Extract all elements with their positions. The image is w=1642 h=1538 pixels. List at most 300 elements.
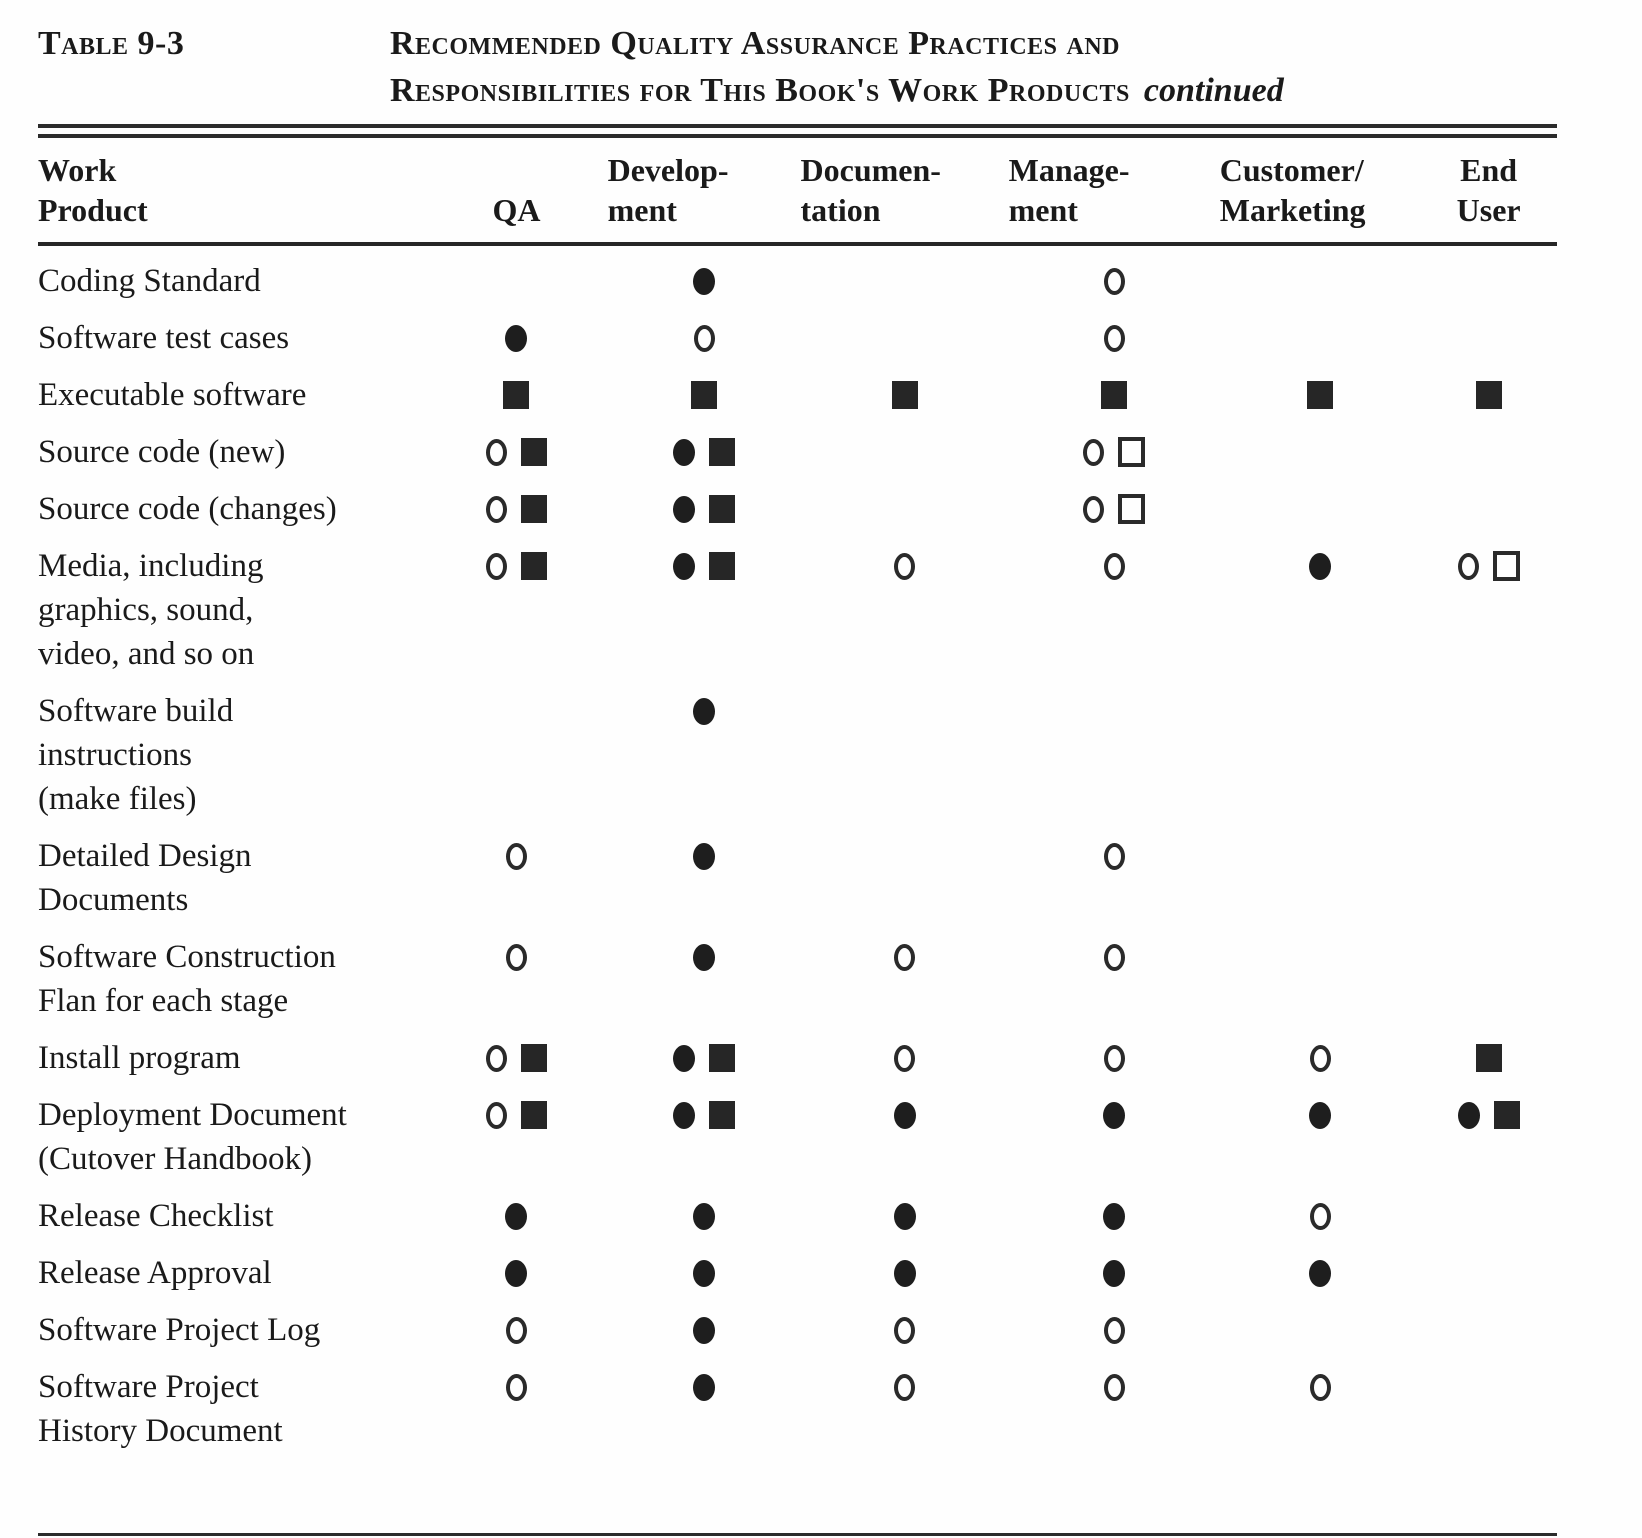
- table-row: [38, 531, 1557, 676]
- work-product-label: [38, 821, 425, 922]
- cell-customer_marketing: [1220, 922, 1421, 1023]
- symbol-group: [801, 1251, 1009, 1295]
- cell-customer_marketing: [1220, 821, 1421, 922]
- work-product-label-line: Source code (new): [38, 434, 286, 470]
- work-product-label: [38, 531, 425, 676]
- filled-square-icon: [709, 1044, 735, 1072]
- open-circle-icon: [506, 1317, 527, 1344]
- filled-circle-icon: [693, 1317, 715, 1344]
- cell-development: [608, 1352, 801, 1535]
- work-product-label-line: Release Approval: [38, 1255, 272, 1291]
- open-circle-icon: [1458, 553, 1479, 580]
- work-product-label-line: (make files): [38, 781, 197, 817]
- cell-documentation: [801, 417, 1009, 474]
- symbol-group: [608, 544, 801, 588]
- filled-square-icon: [1476, 381, 1502, 409]
- column-header-line: Product: [38, 192, 148, 228]
- cell-management: [1009, 1295, 1220, 1352]
- table-row: [38, 244, 1557, 303]
- work-product-label-line: instructions: [38, 737, 192, 773]
- work-product-label-line: Detailed Design: [38, 838, 252, 874]
- symbol-group: [1009, 1194, 1220, 1238]
- table-row: [38, 676, 1557, 821]
- symbol-group: [801, 935, 1009, 979]
- cell-management: [1009, 360, 1220, 417]
- symbol-group: [1220, 373, 1421, 417]
- symbol-group: [425, 935, 607, 979]
- open-circle-icon: [1104, 1317, 1125, 1344]
- symbol-group: [1220, 1194, 1421, 1238]
- cell-management: [1009, 1181, 1220, 1238]
- work-product-label-line: Media, including: [38, 548, 264, 584]
- symbol-group: [1420, 487, 1557, 531]
- symbol-group: [608, 1093, 801, 1137]
- column-header-customer_marketing: [1220, 138, 1421, 244]
- cell-qa: [425, 303, 607, 360]
- cell-customer_marketing: [1220, 1023, 1421, 1080]
- cell-documentation: [801, 922, 1009, 1023]
- cell-development: [608, 1238, 801, 1295]
- column-header-line: Marketing: [1219, 192, 1366, 228]
- table-title: [390, 20, 1284, 114]
- filled-square-icon: [709, 552, 735, 580]
- symbol-group: [425, 373, 607, 417]
- filled-circle-icon: [673, 439, 695, 466]
- open-square-icon: [1118, 437, 1145, 467]
- column-header-development: [608, 138, 801, 244]
- symbol-group: [608, 430, 801, 474]
- filled-square-icon: [1307, 381, 1333, 409]
- cell-qa: [425, 1023, 607, 1080]
- column-header-management: [1009, 138, 1220, 244]
- symbol-group: [1220, 834, 1421, 878]
- column-header-line: Work: [38, 152, 117, 188]
- filled-circle-icon: [505, 1260, 527, 1287]
- symbol-group: [1220, 316, 1421, 360]
- cell-qa: [425, 1080, 607, 1181]
- symbol-group: [608, 316, 801, 360]
- filled-square-icon: [709, 1101, 735, 1129]
- filled-circle-icon: [1103, 1260, 1125, 1287]
- column-header-line: QA: [492, 192, 541, 228]
- cell-development: [608, 474, 801, 531]
- symbol-group: [425, 430, 607, 474]
- cell-documentation: [801, 676, 1009, 821]
- cell-customer_marketing: [1220, 531, 1421, 676]
- open-circle-icon: [486, 553, 507, 580]
- cell-documentation: [801, 1295, 1009, 1352]
- symbol-group: [801, 487, 1009, 531]
- column-header-line: Manage-: [1008, 152, 1130, 188]
- cell-development: [608, 1080, 801, 1181]
- cell-customer_marketing: [1220, 474, 1421, 531]
- open-circle-icon: [486, 439, 507, 466]
- cell-documentation: [801, 360, 1009, 417]
- symbol-group: [1220, 544, 1421, 588]
- work-product-label-line: Coding Standard: [38, 263, 261, 299]
- open-square-icon: [1493, 551, 1520, 581]
- symbol-group: [1420, 1308, 1557, 1352]
- cell-development: [608, 676, 801, 821]
- filled-square-icon: [521, 1044, 547, 1072]
- open-circle-icon: [1104, 843, 1125, 870]
- cell-end_user: [1420, 474, 1557, 531]
- cell-qa: [425, 922, 607, 1023]
- symbol-group: [425, 834, 607, 878]
- column-header-line: [425, 150, 607, 190]
- filled-square-icon: [521, 495, 547, 523]
- column-header-documentation: [801, 138, 1009, 244]
- open-circle-icon: [894, 944, 915, 971]
- cell-management: [1009, 922, 1220, 1023]
- filled-circle-icon: [894, 1203, 916, 1230]
- filled-square-icon: [1476, 1044, 1502, 1072]
- table-row: [38, 417, 1557, 474]
- symbol-group: [1009, 316, 1220, 360]
- column-header-end_user: [1420, 138, 1557, 244]
- symbol-group: [608, 259, 801, 303]
- symbol-group: [608, 487, 801, 531]
- column-header-line: ment: [1008, 192, 1078, 228]
- cell-documentation: [801, 1238, 1009, 1295]
- symbol-group: [1009, 373, 1220, 417]
- column-header-line: tation: [800, 192, 881, 228]
- cell-customer_marketing: [1220, 676, 1421, 821]
- work-product-label-line: Release Checklist: [38, 1198, 274, 1234]
- cell-development: [608, 531, 801, 676]
- filled-circle-icon: [894, 1102, 916, 1129]
- filled-circle-icon: [1309, 1102, 1331, 1129]
- symbol-group: [1220, 689, 1421, 733]
- symbol-group: [801, 689, 1009, 733]
- table-row: [38, 303, 1557, 360]
- cell-documentation: [801, 1023, 1009, 1080]
- continued-label: continued: [1143, 72, 1284, 109]
- work-product-label: [38, 303, 425, 360]
- cell-qa: [425, 1295, 607, 1352]
- symbol-group: [1220, 1036, 1421, 1080]
- open-circle-icon: [894, 553, 915, 580]
- work-product-label: [38, 1080, 425, 1181]
- table-row: [38, 821, 1557, 922]
- filled-circle-icon: [693, 1203, 715, 1230]
- cell-management: [1009, 676, 1220, 821]
- open-circle-icon: [1104, 268, 1125, 295]
- filled-circle-icon: [673, 1045, 695, 1072]
- symbol-group: [801, 316, 1009, 360]
- cell-documentation: [801, 474, 1009, 531]
- symbol-group: [425, 544, 607, 588]
- symbol-group: [1009, 1093, 1220, 1137]
- work-product-label-line: (Cutover Handbook): [38, 1141, 313, 1177]
- filled-circle-icon: [1309, 1260, 1331, 1287]
- work-product-label-line: Software Project: [38, 1369, 259, 1405]
- open-circle-icon: [486, 496, 507, 523]
- symbol-group: [1420, 259, 1557, 303]
- symbol-group: [801, 430, 1009, 474]
- open-circle-icon: [1104, 1045, 1125, 1072]
- filled-circle-icon: [673, 496, 695, 523]
- symbol-group: [1420, 935, 1557, 979]
- table-row: [38, 1080, 1557, 1181]
- symbol-group: [1420, 430, 1557, 474]
- filled-circle-icon: [693, 1260, 715, 1287]
- open-circle-icon: [506, 944, 527, 971]
- cell-customer_marketing: [1220, 303, 1421, 360]
- cell-development: [608, 1295, 801, 1352]
- cell-management: [1009, 303, 1220, 360]
- symbol-group: [608, 1365, 801, 1409]
- cell-qa: [425, 244, 607, 303]
- cell-qa: [425, 360, 607, 417]
- symbol-group: [1220, 1251, 1421, 1295]
- work-product-label-line: graphics, sound,: [38, 592, 254, 628]
- table-title-line-2-text: Responsibilities for This Book's Work Products: [390, 72, 1130, 109]
- cell-end_user: [1420, 244, 1557, 303]
- cell-end_user: [1420, 821, 1557, 922]
- cell-qa: [425, 1238, 607, 1295]
- cell-customer_marketing: [1220, 417, 1421, 474]
- symbol-group: [1420, 834, 1557, 878]
- filled-circle-icon: [1309, 553, 1331, 580]
- cell-customer_marketing: [1220, 360, 1421, 417]
- symbol-group: [1420, 1194, 1557, 1238]
- symbol-group: [1420, 689, 1557, 733]
- cell-customer_marketing: [1220, 244, 1421, 303]
- open-circle-icon: [1083, 439, 1104, 466]
- symbol-group: [608, 1036, 801, 1080]
- cell-documentation: [801, 531, 1009, 676]
- symbol-group: [425, 1194, 607, 1238]
- filled-circle-icon: [1458, 1102, 1480, 1129]
- table-row: [38, 1238, 1557, 1295]
- table-number-label: Table 9-3: [38, 25, 185, 62]
- filled-square-icon: [709, 495, 735, 523]
- symbol-group: [425, 487, 607, 531]
- symbol-group: [801, 259, 1009, 303]
- cell-customer_marketing: [1220, 1295, 1421, 1352]
- filled-circle-icon: [693, 698, 715, 725]
- filled-circle-icon: [894, 1260, 916, 1287]
- table-caption: [38, 20, 1557, 114]
- symbol-group: [801, 1365, 1009, 1409]
- work-product-label: [38, 676, 425, 821]
- column-header-line: Develop-: [607, 152, 729, 188]
- cell-development: [608, 303, 801, 360]
- column-header-line: Customer/: [1219, 152, 1364, 188]
- qa-responsibilities-table: [38, 138, 1557, 1536]
- symbol-group: [425, 259, 607, 303]
- open-circle-icon: [1310, 1045, 1331, 1072]
- open-circle-icon: [1104, 944, 1125, 971]
- filled-circle-icon: [693, 944, 715, 971]
- open-circle-icon: [1104, 1374, 1125, 1401]
- symbol-group: [801, 373, 1009, 417]
- work-product-label: [38, 922, 425, 1023]
- cell-management: [1009, 1023, 1220, 1080]
- filled-square-icon: [691, 381, 717, 409]
- cell-end_user: [1420, 1023, 1557, 1080]
- work-product-label: [38, 1181, 425, 1238]
- cell-qa: [425, 531, 607, 676]
- cell-development: [608, 1181, 801, 1238]
- symbol-group: [1009, 834, 1220, 878]
- work-product-label-line: Software Project Log: [38, 1312, 321, 1348]
- open-circle-icon: [894, 1317, 915, 1344]
- column-header-qa: [425, 138, 607, 244]
- table-title-line-1: Recommended Quality Assurance Practices and: [390, 25, 1121, 62]
- cell-development: [608, 417, 801, 474]
- work-product-label-line: Flan for each stage: [38, 983, 289, 1019]
- open-circle-icon: [506, 1374, 527, 1401]
- symbol-group: [608, 373, 801, 417]
- column-header-line: ment: [607, 192, 677, 228]
- symbol-group: [1009, 430, 1220, 474]
- table-row: [38, 474, 1557, 531]
- table-title-line-2: [390, 67, 1284, 114]
- work-product-label-line: Deployment Document: [38, 1097, 347, 1133]
- filled-square-icon: [521, 552, 547, 580]
- table-row: [38, 1181, 1557, 1238]
- cell-end_user: [1420, 1181, 1557, 1238]
- symbol-group: [425, 1036, 607, 1080]
- cell-end_user: [1420, 417, 1557, 474]
- symbol-group: [1420, 1251, 1557, 1295]
- table-top-rule: [38, 124, 1557, 138]
- open-circle-icon: [1310, 1203, 1331, 1230]
- work-product-label: [38, 1238, 425, 1295]
- work-product-label-line: Software build: [38, 693, 234, 729]
- symbol-group: [1420, 1036, 1557, 1080]
- symbol-group: [1009, 1365, 1220, 1409]
- symbol-group: [1009, 544, 1220, 588]
- cell-end_user: [1420, 303, 1557, 360]
- symbol-group: [608, 689, 801, 733]
- symbol-group: [1009, 689, 1220, 733]
- cell-management: [1009, 244, 1220, 303]
- cell-documentation: [801, 821, 1009, 922]
- filled-circle-icon: [693, 268, 715, 295]
- symbol-group: [801, 1308, 1009, 1352]
- work-product-label-line: Install program: [38, 1040, 241, 1076]
- column-header-line: Documen-: [800, 152, 941, 188]
- work-product-label: [38, 417, 425, 474]
- cell-documentation: [801, 1181, 1009, 1238]
- open-circle-icon: [1104, 553, 1125, 580]
- filled-square-icon: [709, 438, 735, 466]
- cell-end_user: [1420, 531, 1557, 676]
- cell-management: [1009, 1238, 1220, 1295]
- column-header-line: User: [1456, 192, 1521, 228]
- open-square-icon: [1118, 494, 1145, 524]
- cell-end_user: [1420, 922, 1557, 1023]
- symbol-group: [608, 834, 801, 878]
- symbol-group: [608, 935, 801, 979]
- work-product-label: [38, 474, 425, 531]
- cell-development: [608, 922, 801, 1023]
- open-circle-icon: [1104, 325, 1125, 352]
- symbol-group: [608, 1194, 801, 1238]
- cell-development: [608, 244, 801, 303]
- cell-end_user: [1420, 676, 1557, 821]
- filled-square-icon: [892, 381, 918, 409]
- work-product-label-line: History Document: [38, 1413, 283, 1449]
- symbol-group: [608, 1308, 801, 1352]
- cell-management: [1009, 1080, 1220, 1181]
- cell-end_user: [1420, 1080, 1557, 1181]
- cell-documentation: [801, 303, 1009, 360]
- cell-customer_marketing: [1220, 1080, 1421, 1181]
- open-circle-icon: [486, 1102, 507, 1129]
- header-row: [38, 138, 1557, 244]
- table-row: [38, 1295, 1557, 1352]
- cell-documentation: [801, 1080, 1009, 1181]
- table-row: [38, 360, 1557, 417]
- cell-qa: [425, 474, 607, 531]
- work-product-label-line: Software test cases: [38, 320, 290, 356]
- filled-circle-icon: [505, 1203, 527, 1230]
- cell-documentation: [801, 244, 1009, 303]
- symbol-group: [425, 1093, 607, 1137]
- cell-end_user: [1420, 1295, 1557, 1352]
- cell-end_user: [1420, 1352, 1557, 1535]
- symbol-group: [1220, 1308, 1421, 1352]
- work-product-label-line: Source code (changes): [38, 491, 337, 527]
- column-header-line: End: [1460, 152, 1518, 188]
- open-circle-icon: [894, 1374, 915, 1401]
- cell-qa: [425, 676, 607, 821]
- cell-end_user: [1420, 1238, 1557, 1295]
- cell-management: [1009, 474, 1220, 531]
- cell-development: [608, 821, 801, 922]
- filled-square-icon: [1101, 381, 1127, 409]
- symbol-group: [1420, 373, 1557, 417]
- symbol-group: [1009, 1036, 1220, 1080]
- work-product-label: [38, 1352, 425, 1535]
- work-product-label-line: Executable software: [38, 377, 307, 413]
- filled-square-icon: [521, 438, 547, 466]
- symbol-group: [608, 1251, 801, 1295]
- work-product-label-line: Software Construction: [38, 939, 336, 975]
- symbol-group: [1420, 1093, 1557, 1137]
- work-product-label: [38, 360, 425, 417]
- symbol-group: [1420, 544, 1557, 588]
- symbol-group: [1009, 1251, 1220, 1295]
- symbol-group: [425, 1308, 607, 1352]
- cell-qa: [425, 1181, 607, 1238]
- symbol-group: [425, 316, 607, 360]
- symbol-group: [425, 1365, 607, 1409]
- symbol-group: [801, 834, 1009, 878]
- symbol-group: [425, 1251, 607, 1295]
- cell-end_user: [1420, 360, 1557, 417]
- symbol-group: [1009, 1308, 1220, 1352]
- filled-square-icon: [1494, 1101, 1520, 1129]
- work-product-label-line: Documents: [38, 882, 189, 918]
- filled-circle-icon: [505, 325, 527, 352]
- filled-square-icon: [503, 381, 529, 409]
- symbol-group: [1009, 259, 1220, 303]
- cell-management: [1009, 417, 1220, 474]
- table-body: [38, 244, 1557, 1535]
- cell-management: [1009, 1352, 1220, 1535]
- symbol-group: [801, 1093, 1009, 1137]
- column-header-work_product: [38, 138, 425, 244]
- symbol-group: [1220, 1093, 1421, 1137]
- symbol-group: [1420, 1365, 1557, 1409]
- symbol-group: [1420, 316, 1557, 360]
- symbol-group: [801, 544, 1009, 588]
